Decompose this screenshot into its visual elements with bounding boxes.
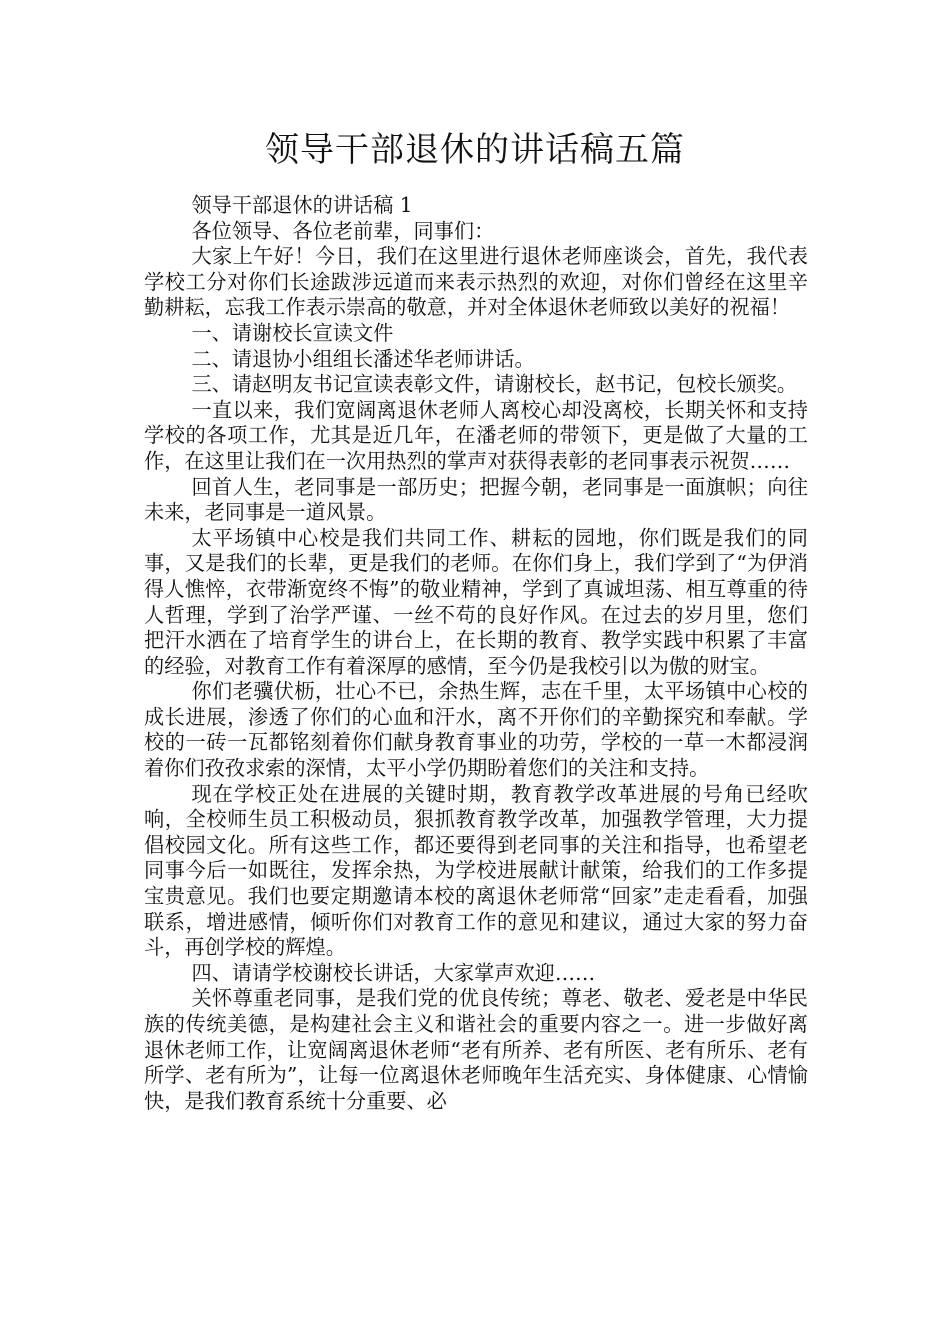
document-body xyxy=(144,193,808,1114)
paragraph: 你们老骥伏枥，壮心不已，余热生辉，志在千里，太平场镇中心校的成长进展，渗透了你们的心血和汗水，离不开你们的辛勤探究和奉献。学校的一砖一瓦都铭刻着你们献身教育事业的功劳，学校的一草一木都浸润着你们孜孜求索的深情，太平小学仍期盼着您们的关注和支持。 xyxy=(144,679,808,781)
paragraph-section-heading: 领导干部退休的讲话稿 1 xyxy=(191,193,413,217)
paragraph: 一直以来，我们宽阔离退休老师人离校心却没离校，长期关怀和支持学校的各项工作，尤其是近几年，在潘老师的带领下，更是做了大量的工作，在这里让我们在一次用热烈的掌声对获得表彰的老同事表示祝贺…… xyxy=(144,397,808,473)
paragraph: 太平场镇中心校是我们共同工作、耕耘的园地，你们既是我们的同事，又是我们的长辈，更是我们的老师。在你们身上，我们学到了“为伊消得人憔悴，衣带渐宽终不悔”的敬业精神，学到了真诚坦荡、相互尊重的待人哲理，学到了治学严谨、一丝不苟的良好作风。在过去的岁月里，您们把汗水洒在了培育学生的讲台上，在长期的教育、教学实践中积累了丰富的经验，对教育工作有着深厚的感情，至今仍是我校引以为傲的财宝。 xyxy=(144,525,808,678)
paragraph: 大家上午好！今日，我们在这里进行退休老师座谈会，首先，我代表学校工分对你们长途跋涉远道而来表示热烈的欢迎，对你们曾经在这里辛勤耕耘，忘我工作表示崇高的敬意，并对全体退休老师致以美好的祝福！ xyxy=(144,244,808,320)
paragraph-salutation: 各位领导、各位老前辈，同事们： xyxy=(191,218,495,243)
paragraph: 回首人生，老同事是一部历史；把握今朝，老同事是一面旗帜；向往未来，老同事是一道风景。 xyxy=(144,474,808,525)
paragraph: 关怀尊重老同事，是我们党的优良传统；尊老、敬老、爱老是中华民族的传统美德，是构建社会主义和谐社会的重要内容之一。进一步做好离退休老师工作，让宽阔离退休老师“老有所养、老有所医、老有所乐、老有所学、老有所为”，让每一位离退休老师晚年生活充实、身体健康、心情愉快，是我们教育系统十分重要、必 xyxy=(144,986,808,1113)
paragraph-agenda-item: 二、请退协小组组长潘述华老师讲话。 xyxy=(191,346,535,371)
paragraph-agenda-item: 三、请赵明友书记宣读表彰文件，请谢校长，赵书记，包校长颁奖。 xyxy=(191,372,798,397)
document-title: 领导干部退休的讲话稿五篇 xyxy=(265,130,685,170)
paragraph-agenda-item: 四、请请学校谢校长讲话，大家掌声欢迎…… xyxy=(191,960,596,985)
paragraph-agenda-item: 一、请谢校长宣读文件 xyxy=(191,320,394,345)
paragraph: 现在学校正处在进展的关键时期，教育教学改革进展的号角已经吹响，全校师生员工积极动员，狠抓教育教学改革，加强教学管理，大力提倡校园文化。所有这些工作，都还要得到老同事的关注和指导，也希望老同事今后一如既往，发挥余热，为学校进展献计献策，给我们的工作多提宝贵意见。我们也要定期邀请本校的离退休老师常“回家”走走看看，加强联系，增进感情，倾听你们对教育工作的意见和建议，通过大家的努力奋斗，再创学校的辉煌。 xyxy=(144,781,808,960)
